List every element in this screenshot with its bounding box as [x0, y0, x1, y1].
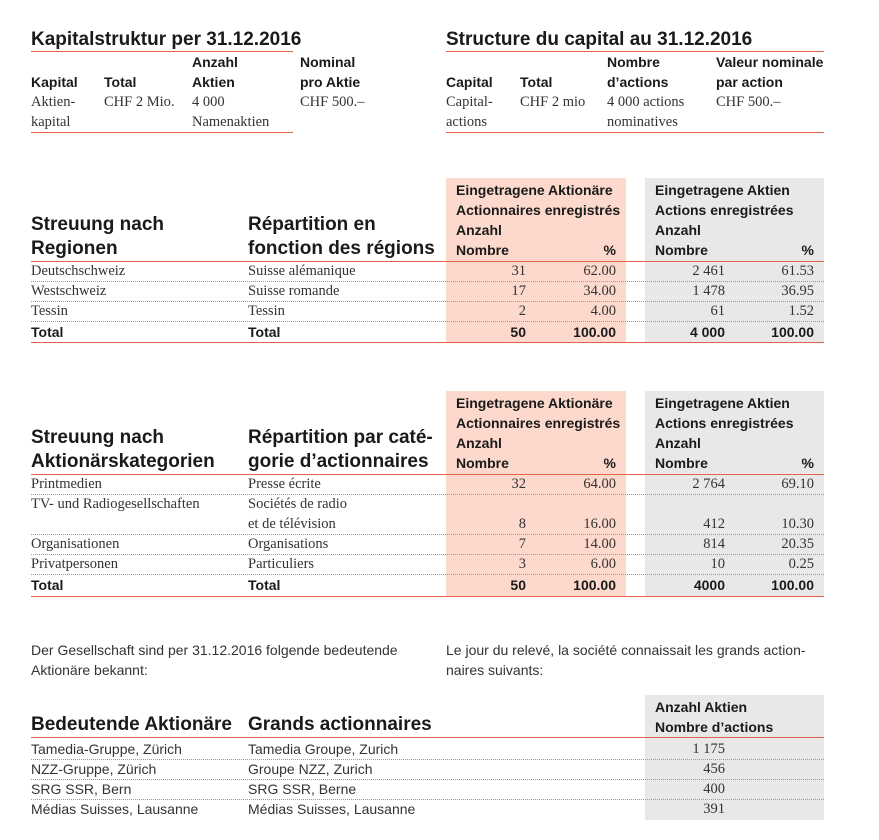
cell-pct: 4.00 — [590, 303, 616, 319]
col-header-pct: % — [603, 455, 616, 471]
col-header: Anzahl — [655, 435, 701, 451]
cell-count: 391 — [703, 801, 725, 817]
cell-count: 32 — [511, 476, 526, 492]
col-header: Nombre — [456, 242, 509, 258]
col-header: Eingetragene Aktionäre — [456, 182, 613, 198]
col-header: Eingetragene Aktionäre — [456, 395, 613, 411]
divider — [31, 321, 824, 322]
table-title-de: Regionen — [31, 238, 118, 259]
row-label-fr: Tamedia Groupe, Zurich — [248, 741, 399, 757]
col-header: Actionnaires enregistrés — [456, 415, 621, 431]
col-header-pct: % — [801, 455, 814, 471]
row-label-fr: Suisse romande — [248, 283, 340, 299]
header-total: Total — [104, 74, 137, 90]
total-pct: 100.00 — [573, 577, 616, 593]
row-label-fr: Sociétés de radio — [248, 496, 348, 512]
row-label-de: Organisationen — [31, 536, 120, 552]
table-title-de: Bedeutende Aktionäre — [31, 714, 232, 735]
cell-pct: 0.25 — [788, 556, 814, 572]
value-capital-2: actions — [446, 114, 488, 130]
cell-count: 1 478 — [692, 283, 725, 299]
table-title-de: Aktionärskategorien — [31, 451, 215, 472]
value-total: CHF 2 Mio. — [104, 94, 175, 110]
col-header: Actions enregistrées — [655, 202, 794, 218]
rule — [31, 737, 824, 738]
total-label-de: Total — [31, 324, 64, 340]
col-header: Nombre — [655, 455, 708, 471]
total-count: 50 — [510, 324, 526, 340]
col-header: Eingetragene Aktien — [655, 395, 790, 411]
cell-count: 1 175 — [692, 741, 725, 757]
row-label-de: SRG SSR, Bern — [31, 781, 132, 797]
note-fr: naires suivants: — [446, 662, 544, 678]
col-header: Actions enregistrées — [655, 415, 794, 431]
cell-count: 2 461 — [692, 263, 725, 279]
cell-count: 10 — [710, 556, 725, 572]
value-nominatives: nominatives — [607, 114, 678, 130]
cell-count: 61 — [710, 303, 725, 319]
value-anzahl: 4 000 — [192, 94, 225, 110]
note-fr: Le jour du relevé, la société connaissait les grands action- — [446, 642, 806, 658]
header-total-fr: Total — [520, 74, 553, 90]
table-title-fr: Répartition par caté- — [248, 427, 433, 448]
cell-pct: 62.00 — [583, 263, 616, 279]
header-nombre: Nombre — [607, 54, 660, 70]
row-label-de: TV- und Radiogesellschaften — [31, 496, 200, 512]
cell-count: 2 764 — [692, 476, 725, 492]
table-title-de: Streuung nach — [31, 214, 165, 235]
value-kapital-2: kapital — [31, 114, 71, 130]
total-count: 4000 — [693, 577, 725, 593]
cell-count: 7 — [518, 536, 526, 552]
col-header: Anzahl — [655, 222, 701, 238]
cell-pct: 61.53 — [781, 263, 814, 279]
row-label-fr: Médias Suisses, Lausanne — [248, 801, 416, 817]
row-label-fr: Presse écrite — [248, 476, 321, 492]
note-de: Der Gesellschaft sind per 31.12.2016 folgende bedeutende — [31, 642, 398, 658]
col-header: Anzahl — [456, 222, 502, 238]
value-capital: Capital- — [446, 94, 493, 110]
row-label-de: Privatpersonen — [31, 556, 118, 572]
cell-count: 8 — [518, 516, 526, 532]
cell-pct: 64.00 — [583, 476, 616, 492]
value-namenaktien: Namenaktien — [192, 114, 270, 130]
value-total-fr: CHF 2 mio — [520, 94, 586, 110]
cell-pct: 14.00 — [583, 536, 616, 552]
cell-count: 412 — [703, 516, 725, 532]
cell-pct: 16.00 — [583, 516, 616, 532]
col-header-pct: % — [801, 242, 814, 258]
cell-count: 3 — [518, 556, 526, 572]
capital-title-de: Kapitalstruktur per 31.12.2016 — [31, 29, 302, 50]
header-nominal: Nominal — [300, 54, 356, 70]
row-label-fr: SRG SSR, Berne — [248, 781, 357, 797]
row-label-de: NZZ-Gruppe, Zürich — [31, 761, 157, 777]
col-header: Eingetragene Aktien — [655, 182, 790, 198]
row-label-fr: et de télévision — [248, 516, 336, 532]
cell-count: 17 — [511, 283, 526, 299]
row-label-de: Printmedien — [31, 476, 102, 492]
table-title-fr: Répartition en — [248, 214, 376, 235]
cell-pct: 69.10 — [781, 476, 814, 492]
cell-pct: 6.00 — [590, 556, 616, 572]
header-anzahl: Anzahl — [192, 54, 238, 70]
value-valeur: CHF 500.– — [716, 94, 781, 110]
total-pct: 100.00 — [771, 577, 814, 593]
col-header: Anzahl — [456, 435, 502, 451]
table-title-fr: Grands actionnaires — [248, 714, 432, 735]
total-count: 50 — [510, 577, 526, 593]
value-nombre: 4 000 actions — [607, 94, 685, 110]
cell-count: 456 — [703, 761, 725, 777]
table-title-fr: fonction des régions — [248, 238, 435, 259]
cell-pct: 1.52 — [788, 303, 814, 319]
header-aktien: Aktien — [192, 74, 235, 90]
rule — [31, 342, 824, 343]
rule — [31, 51, 293, 52]
note-de: Aktionäre bekannt: — [31, 662, 148, 678]
value-nominal: CHF 500.– — [300, 94, 365, 110]
col-header: Anzahl Aktien — [655, 699, 748, 715]
header-par-action: par action — [716, 74, 783, 90]
total-pct: 100.00 — [771, 324, 814, 340]
rule — [446, 132, 824, 133]
row-label-de: Tamedia-Gruppe, Zürich — [31, 741, 182, 757]
row-label-fr: Organisations — [248, 536, 329, 552]
row-label-fr: Suisse alémanique — [248, 263, 356, 279]
col-header: Nombre d’actions — [655, 719, 774, 735]
header-capital: Capital — [446, 74, 493, 90]
col-header: Nombre — [655, 242, 708, 258]
row-label-de: Tessin — [31, 303, 68, 319]
total-label-fr: Total — [248, 577, 281, 593]
col-header-pct: % — [603, 242, 616, 258]
cell-pct: 20.35 — [781, 536, 814, 552]
cell-count: 31 — [511, 263, 526, 279]
cell-pct: 36.95 — [781, 283, 814, 299]
cell-count: 400 — [703, 781, 725, 797]
row-label-de: Médias Suisses, Lausanne — [31, 801, 199, 817]
divider — [31, 574, 824, 575]
value-kapital: Aktien- — [31, 94, 76, 110]
row-label-de: Deutschschweiz — [31, 263, 126, 279]
header-pro-aktie: pro Aktie — [300, 74, 361, 90]
col-header: Nombre — [456, 455, 509, 471]
capital-title-fr: Structure du capital au 31.12.2016 — [446, 29, 753, 50]
cell-count: 2 — [518, 303, 526, 319]
rule — [31, 596, 824, 597]
total-count: 4 000 — [689, 324, 725, 340]
rule — [31, 132, 293, 133]
cell-pct: 10.30 — [781, 516, 814, 532]
row-label-fr: Tessin — [248, 303, 285, 319]
table-title-fr: gorie d’actionnaires — [248, 451, 429, 472]
total-pct: 100.00 — [573, 324, 616, 340]
cell-pct: 34.00 — [583, 283, 616, 299]
row-label-de: Westschweiz — [31, 283, 107, 299]
cell-count: 814 — [703, 536, 725, 552]
table-title-de: Streuung nach — [31, 427, 165, 448]
col-header: Actionnaires enregistrés — [456, 202, 621, 218]
header-kapital: Kapital — [31, 74, 78, 90]
header-valeur: Valeur nominale — [716, 54, 824, 70]
row-label-fr: Particuliers — [248, 556, 315, 572]
total-label-fr: Total — [248, 324, 281, 340]
total-label-de: Total — [31, 577, 64, 593]
row-label-fr: Groupe NZZ, Zurich — [248, 761, 373, 777]
header-dactions: d’actions — [607, 74, 669, 90]
